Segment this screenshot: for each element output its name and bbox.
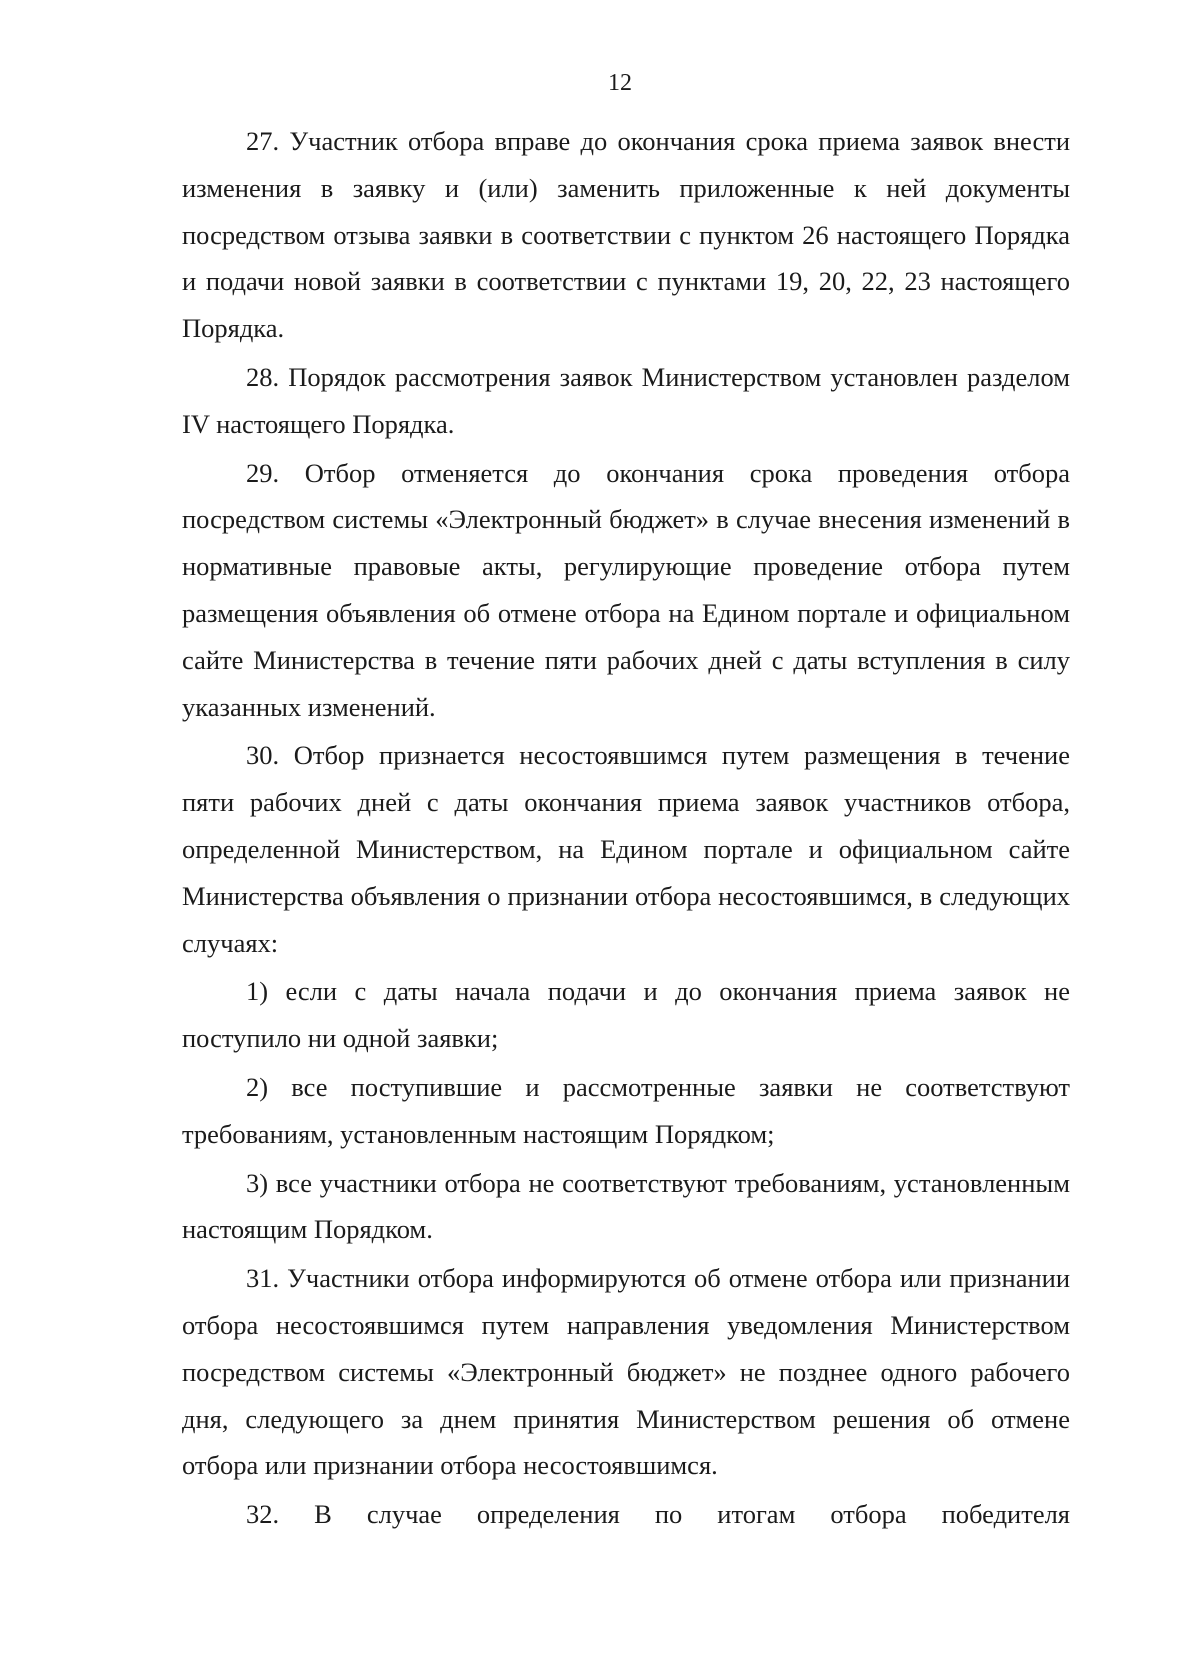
- paragraph-30-item-3: 3) все участники отбора не соответствуют требованиям, установленным настоящим Порядком.: [182, 1167, 1070, 1245]
- paragraph-28: 28. Порядок рассмотрения заявок Министерством установлен разделом IV настоящего Порядка.: [182, 361, 1070, 439]
- paragraph-30-item-2: 2) все поступившие и рассмотренные заявки не соответствуют требованиям, установленным настоящим Порядком;: [182, 1071, 1070, 1149]
- document-body: [182, 118, 1070, 1540]
- page-number: 12: [608, 70, 632, 96]
- paragraph-27: 27. Участник отбора вправе до окончания срока приема заявок внести изменения в заявку и (или) заменить приложенные к ней документы посредством отзыва заявки в соответствии с пунктом 26 настоящего Порядка и подачи новой заявки в соответствии с пунктами 19, 20, 22, 23 настоящего Порядка.: [182, 126, 1070, 344]
- paragraph-31: 31. Участники отбора информируются об отмене отбора или признании отбора несостоявшимся путем направления уведомления Министерством посредством системы «Электронный бюджет» не позднее одного рабочего дня, следующего за днем принятия Министерством решения об отмене отбора или признании отбора несостоявшимся.: [182, 1263, 1070, 1481]
- paragraph-30-item-1: 1) если с даты начала подачи и до окончания приема заявок не поступило ни одной заявки;: [182, 976, 1070, 1054]
- paragraph-32: 32. В случае определения по итогам отбора победителя: [246, 1499, 1070, 1530]
- paragraph-29: 29. Отбор отменяется до окончания срока проведения отбора посредством системы «Электронный бюджет» в случае внесения изменений в нормативные правовые акты, регулирующие проведение отбора путем размещения объявления об отмене отбора на Едином портале и официальном сайте Министерства в течение пяти рабочих дней с даты вступления в силу указанных изменений.: [182, 457, 1070, 722]
- paragraph-30: 30. Отбор признается несостоявшимся путем размещения в течение пяти рабочих дней с даты окончания приема заявок участников отбора, определенной Министерством, на Едином портале и официальном сайте Министерства объявления о признании отбора несостоявшимся, в следующих случаях:: [182, 740, 1070, 958]
